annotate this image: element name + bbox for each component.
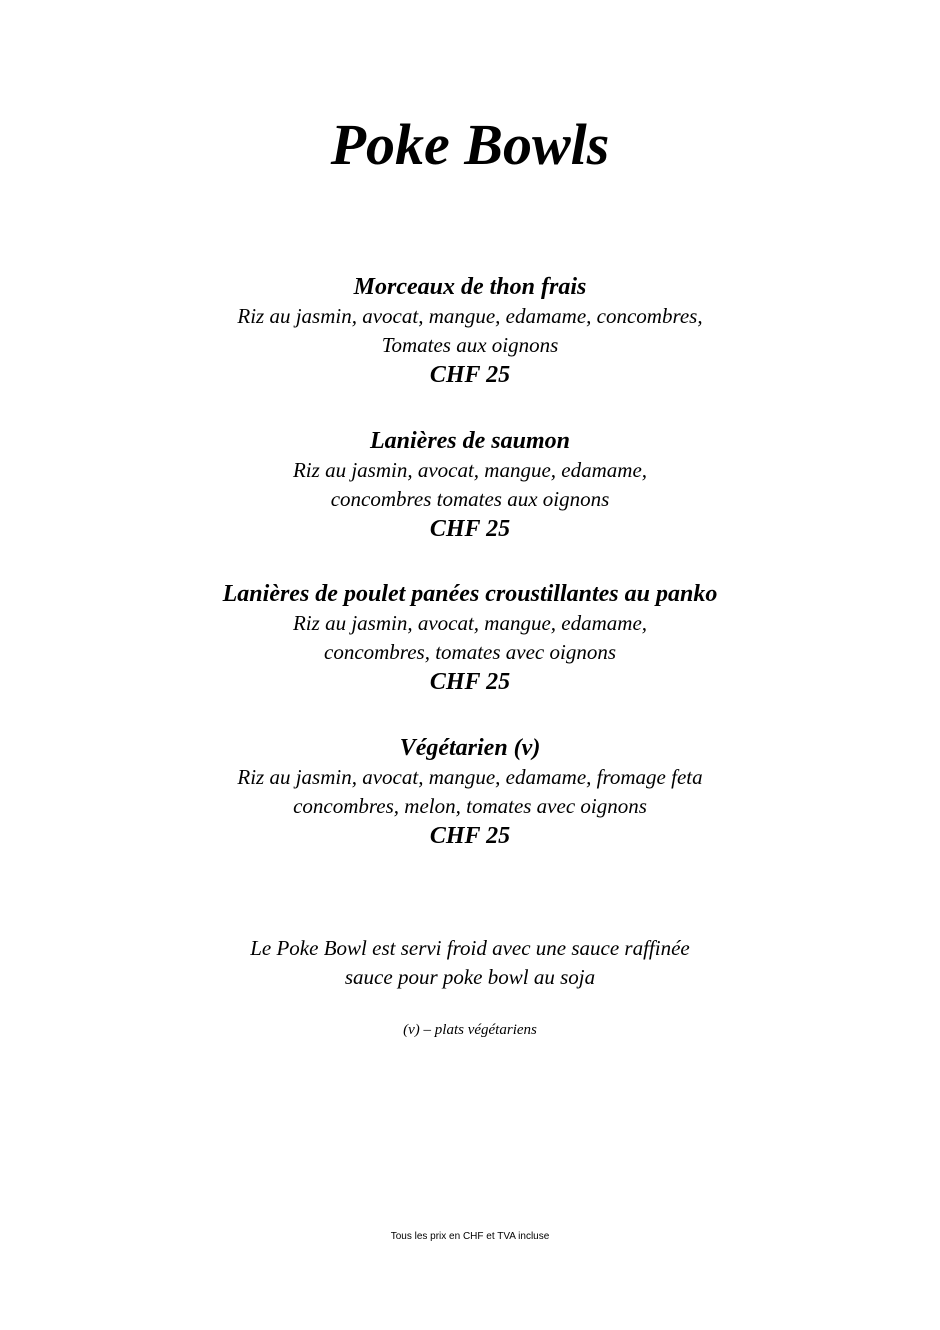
item-description-line: Tomates aux oignons	[381, 333, 559, 357]
item-description-line: Riz au jasmin, avocat, mangue, edamame,	[292, 458, 648, 482]
item-name: Morceaux de thon frais	[353, 274, 587, 300]
serving-note-line: Le Poke Bowl est servi froid avec une sauce raffinée	[250, 936, 690, 960]
serving-note-line: sauce pour poke bowl au soja	[344, 965, 596, 989]
item-name: Végétarien (v)	[399, 735, 541, 761]
item-description-line: Riz au jasmin, avocat, mangue, edamame, fromage feta	[237, 765, 703, 789]
item-description-line: Riz au jasmin, avocat, mangue, edamame, concombres,	[237, 304, 703, 328]
menu-item-vegetarien	[0, 733, 940, 851]
item-price: CHF 25	[429, 362, 511, 388]
item-description-line: concombres, melon, tomates avec oignons	[293, 794, 647, 818]
page-title: Poke Bowls	[330, 112, 610, 177]
item-price: CHF 25	[429, 516, 511, 542]
item-name: Lanières de poulet panées croustillantes au panko	[222, 581, 718, 607]
menu-item-thon	[0, 272, 940, 390]
vegetarian-legend: (v) – plats végétariens	[403, 1022, 537, 1038]
item-description-line: Riz au jasmin, avocat, mangue, edamame,	[292, 611, 648, 635]
item-price: CHF 25	[429, 823, 511, 849]
item-name: Lanières de saumon	[369, 428, 570, 454]
item-description-line: concombres, tomates avec oignons	[324, 640, 616, 664]
item-description-line: concombres tomates aux oignons	[330, 487, 610, 511]
item-price: CHF 25	[429, 669, 511, 695]
price-footer: Tous les prix en CHF et TVA incluse	[390, 1231, 550, 1242]
menu-item-saumon	[0, 426, 940, 544]
menu-item-poulet	[0, 579, 940, 697]
serving-note	[0, 934, 940, 992]
